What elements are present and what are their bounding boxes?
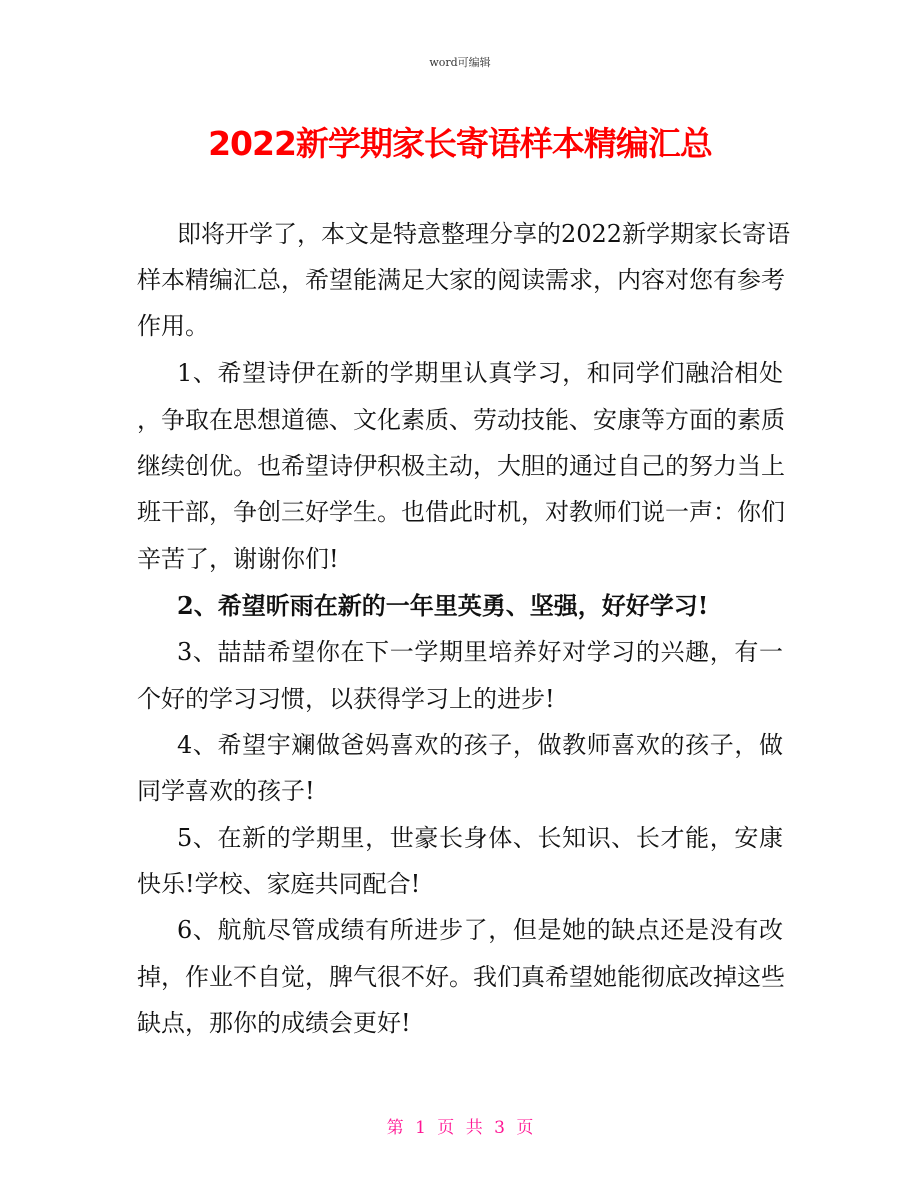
paragraph-line: 作用。: [137, 312, 209, 340]
page-header: word可编辑: [429, 56, 491, 69]
page-number-footer: 第 1 页 共 3 页: [386, 1118, 534, 1138]
paragraph-line: 即将开学了，本文是特意整理分享的2022新学期家长寄语: [177, 220, 791, 248]
paragraph-line: 个好的学习习惯，以获得学习上的进步!: [137, 685, 555, 713]
paragraph-line: 同学喜欢的孩子!: [137, 777, 315, 805]
paragraph-line: 继续创优。也希望诗伊积极主动，大胆的通过自己的努力当上: [137, 452, 785, 480]
paragraph-line: 5、在新的学期里，世豪长身体、长知识、长才能，安康: [177, 824, 783, 852]
document-title: 2022新学期家长寄语样本精编汇总: [208, 124, 712, 163]
paragraph-line: 掉，作业不自觉，脾气很不好。我们真希望她能彻底改掉这些: [137, 963, 785, 991]
paragraph-line: 班干部，争创三好学生。也借此时机，对教师们说一声：你们: [137, 498, 785, 526]
paragraph-line: 辛苦了，谢谢你们!: [137, 545, 339, 573]
paragraph-line: ，争取在思想道德、文化素质、劳动技能、安康等方面的素质: [137, 406, 785, 434]
paragraph-line: 快乐!学校、家庭共同配合!: [137, 870, 421, 898]
paragraph-line: 3、喆喆希望你在下一学期里培养好对学习的兴趣，有一: [177, 638, 783, 666]
paragraph-line: 缺点，那你的成绩会更好!: [137, 1009, 411, 1037]
paragraph-line: 6、航航尽管成绩有所进步了，但是她的缺点还是没有改: [177, 916, 783, 944]
paragraph-line: 1、希望诗伊在新的学期里认真学习，和同学们融洽相处: [177, 359, 783, 387]
paragraph-line-bold: 2、希望昕雨在新的一年里英勇、坚强，好好学习!: [177, 591, 709, 620]
paragraph-line: 样本精编汇总，希望能满足大家的阅读需求，内容对您有参考: [137, 266, 785, 294]
paragraph-line: 4、希望宇斓做爸妈喜欢的孩子，做教师喜欢的孩子，做: [177, 731, 783, 759]
